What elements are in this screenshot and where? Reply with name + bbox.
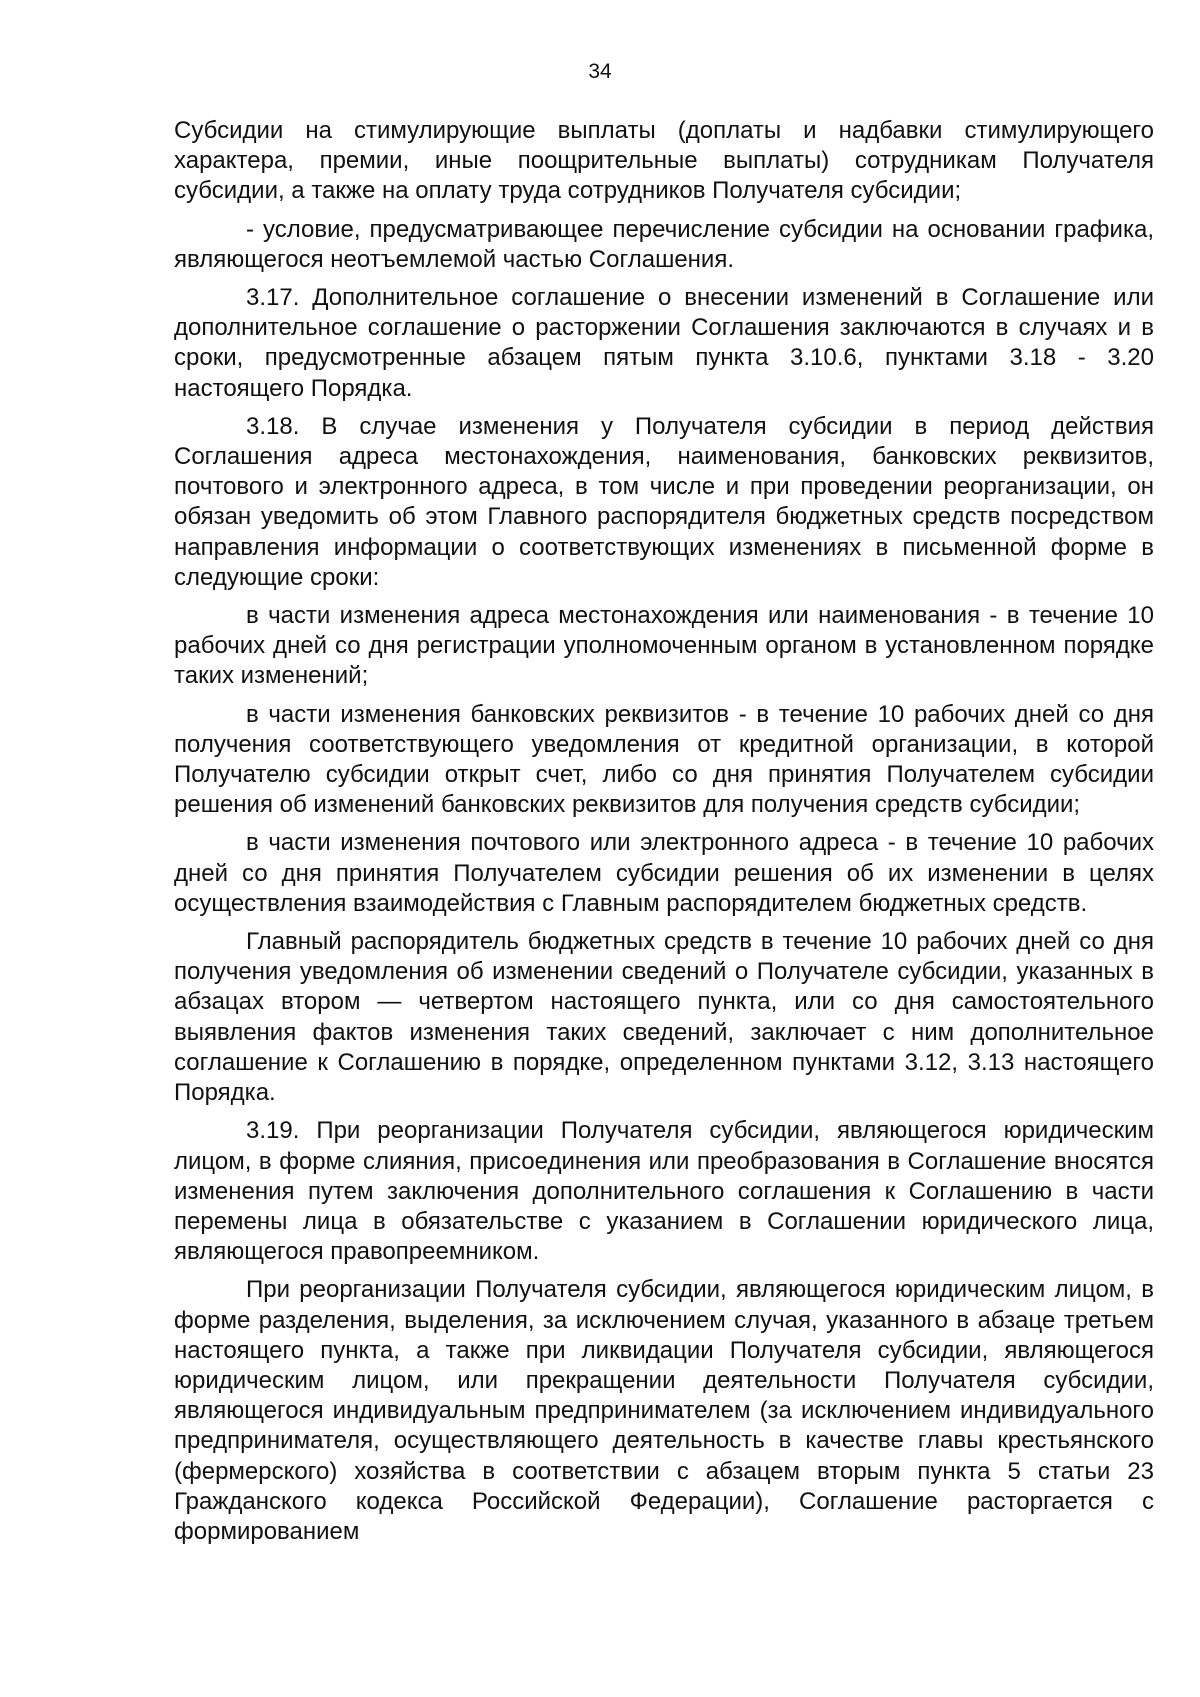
paragraph-reorganization-termination: При реорганизации Получателя субсидии, являющегося юридическим лицом, в форме разделения, выделения, за исключением случая, указанного в абзаце третьем настоящего пункта, а также при ликвидации Получателя субсидии, являющегося юридическим лицом, или прекращении деятельности Получателя субсидии, являющегося индивидуальным предпринимателем (за исключением индивидуального предпринимателя, осуществляющего деятельность в качестве главы крестьянского (фермерского) хозяйства в соответствии с абзацем вторым пункта 5 статьи 23 Гражданского кодекса Российской Федерации), Соглашение расторгается с формированием bbox=[174, 1276, 1154, 1545]
paragraph-main-administrator: Главный распорядитель бюджетных средств в течение 10 рабочих дней со дня получения уведомления об изменении сведений о Получателе субсидии, указанных в абзацах втором — четвертом настоящего пункта, или со дня самостоятельного выявления фактов изменения таких сведений, заключает с ним дополнительное соглашение к Соглашению в порядке, определенном пунктами 3.12, 3.13 настоящего Порядка. bbox=[174, 928, 1154, 1107]
paragraph-postal-address-change: в части изменения почтового или электронного адреса - в течение 10 рабочих дней со дня принятия Получателем субсидии решения об их изменении в целях осуществления взаимодействия с Главным распорядителем бюджетных средств. bbox=[174, 829, 1154, 917]
paragraph-3-17: 3.17. Дополнительное соглашение о внесении изменений в Соглашение или дополнительное соглашение о расторжении Соглашения заключаются в случаях и в сроки, предусмотренные абзацем пятым пункта 3.10.6, пунктами 3.18 - 3.20 настоящего Порядка. bbox=[174, 284, 1154, 402]
paragraph-3-18: 3.18. В случае изменения у Получателя субсидии в период действия Соглашения адреса местонахождения, наименования, банковских реквизитов, почтового и электронного адреса, в том числе и при проведении реорганизации, он обязан уведомить об этом Главного распорядителя бюджетных средств посредством направления информации о соответствующих изменениях в письменной форме в следующие сроки: bbox=[174, 412, 1154, 591]
paragraph-address-change: в части изменения адреса местонахождения или наименования - в течение 10 рабочих дней со дня регистрации уполномоченным органом в установленном порядке таких изменений; bbox=[174, 602, 1154, 690]
paragraph-subsidy-payments: Субсидии на стимулирующие выплаты (доплаты и надбавки стимулирующего характера, премии, иные поощрительные выплаты) сотрудникам Получателя субсидии, а также на оплату труда сотрудников Получателя субсидии; bbox=[174, 117, 1154, 205]
document-body bbox=[174, 116, 1154, 1547]
paragraph-bank-details-change: в части изменения банковских реквизитов - в течение 10 рабочих дней со дня получения соответствующего уведомления от кредитной организации, в которой Получателю субсидии открыт счет, либо со дня принятия Получателем субсидии решения об изменений банковских реквизитов для получения средств субсидии; bbox=[174, 700, 1154, 819]
paragraph-schedule-condition: - условие, предусматривающее перечисление субсидии на основании графика, являющегося неотъемлемой частью Соглашения. bbox=[174, 215, 1154, 273]
page-number: 34 bbox=[588, 60, 612, 83]
paragraph-3-19: 3.19. При реорганизации Получателя субсидии, являющегося юридическим лицом, в форме слияния, присоединения или преобразования в Соглашение вносятся изменения путем заключения дополнительного соглашения к Соглашению в части перемены лица в обязательстве с указанием в Соглашении юридического лица, являющегося правопреемником. bbox=[174, 1117, 1154, 1266]
